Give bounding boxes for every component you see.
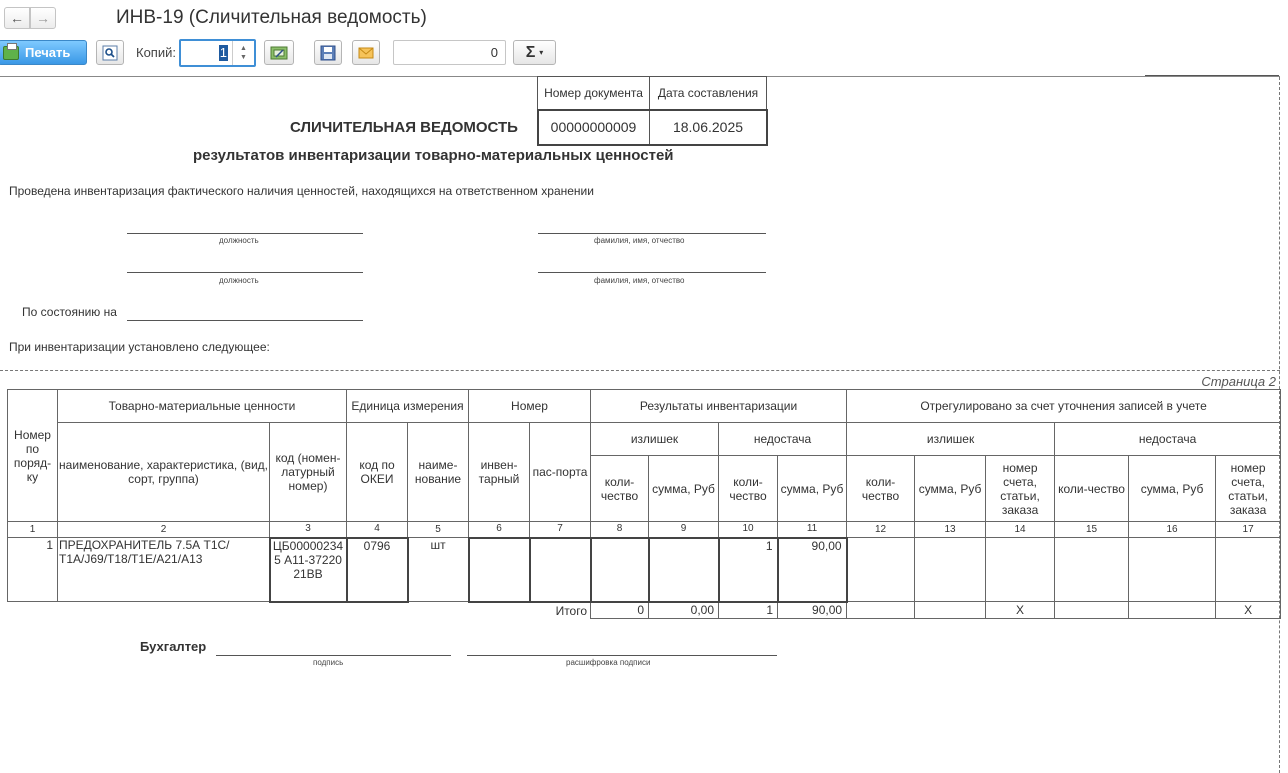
row-unit-cell: шт — [408, 538, 469, 602]
row-name-cell: ПРЕДОХРАНИТЕЛЬ 7.5А Т1С/Т1А/J69/Т18/Т1Е/А21/А13 — [58, 538, 270, 602]
col-num-2: 2 — [58, 522, 270, 538]
copies-value: 1 — [219, 45, 227, 60]
position-line-1 — [127, 233, 363, 234]
col-results-header: Результаты инвентаризации — [591, 390, 847, 423]
results-shortage-sum-header: сумма, Руб — [778, 456, 847, 522]
adjusted-surplus-qty-header: коли-чество — [847, 456, 915, 522]
row-no-cell: 1 — [8, 538, 58, 602]
col-code-header: код (номен-латурный номер) — [270, 423, 347, 522]
row-shortage-sum-cell: 90,00 — [778, 538, 847, 602]
name-line-1 — [538, 233, 766, 234]
window-title: ИНВ-19 (Сличительная ведомость) — [116, 7, 427, 28]
position-caption-1: должность — [219, 236, 259, 245]
as-of-label: По состоянию на — [22, 305, 117, 319]
row-surplus-sum-cell — [649, 538, 719, 602]
spin-up-icon[interactable]: ▲ — [240, 45, 247, 52]
col-row-no-header: Номер по поряд-ку — [8, 390, 58, 522]
row-adj-shortage-sum-cell — [1129, 538, 1216, 602]
accountant-label: Бухгалтер — [140, 639, 207, 654]
totals-label: Итого — [555, 603, 588, 618]
row-adj-surplus-account-cell — [986, 538, 1055, 602]
col-tmc-header: Товарно-материальные ценности — [58, 390, 347, 423]
row-adj-surplus-qty-cell — [847, 538, 915, 602]
header-row-2 — [8, 423, 1281, 456]
col-num-17: 17 — [1216, 522, 1281, 538]
col-num-9: 9 — [649, 522, 719, 538]
col-unit-name-header: наиме-нование — [408, 423, 469, 522]
printer-icon — [3, 46, 19, 60]
chevron-down-icon: ▾ — [539, 48, 544, 57]
signature-caption: подпись — [313, 658, 344, 667]
row-code-cell: ЦБ000002345 А11-3722021ВВ — [270, 538, 347, 602]
adjusted-shortage-sum-header: сумма, Руб — [1129, 456, 1216, 522]
column-number-row — [8, 522, 1281, 538]
totals-spacer-2 — [58, 602, 270, 619]
row-okei-cell: 0796 — [347, 538, 408, 602]
doc-number-value: 00000000009 — [538, 110, 650, 145]
preview-button[interactable] — [96, 40, 124, 65]
row-surplus-qty-cell — [591, 538, 649, 602]
position-caption-2: должность — [219, 276, 259, 285]
col-num-5: 5 — [408, 522, 469, 538]
adjusted-shortage-header: недостача — [1055, 423, 1281, 456]
col-num-7: 7 — [530, 522, 591, 538]
totals-shortage-qty: 1 — [719, 602, 778, 619]
col-okei-header: код по ОКЕИ — [347, 423, 408, 522]
back-button[interactable] — [4, 7, 30, 29]
row-inv-no-cell — [469, 538, 530, 602]
col-num-10: 10 — [719, 522, 778, 538]
totals-adj-surplus-qty — [847, 602, 915, 619]
col-num-4: 4 — [347, 522, 408, 538]
col-num-6: 6 — [469, 522, 530, 538]
totals-spacer-6 — [469, 602, 530, 619]
totals-spacer-3 — [270, 602, 347, 619]
send-email-button[interactable] — [352, 40, 380, 65]
sigma-icon: Σ — [525, 43, 536, 61]
col-num-15: 15 — [1055, 522, 1129, 538]
row-adj-surplus-sum-cell — [915, 538, 986, 602]
intro-text: Проведена инвентаризация фактического наличия ценностей, находящихся на ответственном хранении — [9, 184, 594, 198]
row-adj-shortage-account-cell — [1216, 538, 1281, 602]
col-adjusted-header: Отрегулировано за счет уточнения записей в учете — [847, 390, 1281, 423]
col-num-13: 13 — [915, 522, 986, 538]
print-settings-button[interactable] — [264, 40, 294, 65]
header-row-1 — [8, 390, 1281, 423]
doc-date-header: Дата составления — [650, 77, 767, 110]
col-name-header: наименование, характеристика, (вид, сорт, группа) — [58, 423, 270, 522]
col-inv-no-header: инвен-тарный — [469, 423, 530, 522]
position-line-2 — [127, 272, 363, 273]
document-number-table — [537, 76, 767, 145]
document-subtitle: результатов инвентаризации товарно-материальных ценностей — [193, 147, 674, 164]
col-number-header: Номер — [469, 390, 591, 423]
totals-adj-shortage-account: X — [1216, 602, 1281, 619]
adjusted-shortage-account-header: номер счета, статьи, заказа — [1216, 456, 1281, 522]
name-line-2 — [538, 272, 766, 273]
col-num-14: 14 — [986, 522, 1055, 538]
save-button[interactable] — [314, 40, 342, 65]
totals-spacer-5 — [408, 602, 469, 619]
adjusted-surplus-sum-header: сумма, Руб — [915, 456, 986, 522]
row-shortage-qty-cell: 1 — [719, 538, 778, 602]
arrow-left-icon: ← — [10, 10, 24, 26]
totals-shortage-sum: 90,00 — [778, 602, 847, 619]
copies-label: Копий: — [136, 45, 176, 60]
results-surplus-sum-header: сумма, Руб — [649, 456, 719, 522]
forward-button[interactable] — [30, 7, 56, 29]
table-row — [8, 538, 1281, 602]
print-label: Печать — [25, 45, 71, 60]
results-shortage-qty-header: коли-чество — [719, 456, 778, 522]
adjusted-surplus-account-header: номер счета, статьи, заказа — [986, 456, 1055, 522]
col-passport-header: пас-порта — [530, 423, 591, 522]
decoding-line — [467, 655, 777, 656]
adjusted-shortage-qty-header: коли-чество — [1055, 456, 1129, 522]
totals-row — [8, 602, 1281, 619]
copies-stepper[interactable] — [232, 41, 254, 65]
col-unit-header: Единица измерения — [347, 390, 469, 423]
col-num-8: 8 — [591, 522, 649, 538]
totals-adj-shortage-sum — [1129, 602, 1216, 619]
page-corner-line — [1145, 75, 1279, 76]
document-title: СЛИЧИТЕЛЬНАЯ ВЕДОМОСТЬ — [290, 119, 518, 136]
page-label: Страница 2 — [1201, 374, 1276, 389]
established-text: При инвентаризации установлено следующее: — [9, 340, 270, 354]
sum-button[interactable] — [513, 40, 556, 65]
row-passport-cell — [530, 538, 591, 602]
col-num-11: 11 — [778, 522, 847, 538]
name-caption-2: фамилия, имя, отчество — [594, 276, 685, 285]
copies-input[interactable] — [179, 39, 256, 67]
amount-field[interactable]: 0 — [393, 40, 506, 65]
envelope-icon — [358, 46, 374, 60]
arrow-right-icon: → — [36, 10, 50, 26]
row-adj-shortage-qty-cell — [1055, 538, 1129, 602]
results-shortage-header: недостача — [719, 423, 847, 456]
totals-adj-surplus-sum — [915, 602, 986, 619]
print-button[interactable] — [0, 40, 87, 65]
totals-adj-shortage-qty — [1055, 602, 1129, 619]
totals-spacer-1 — [8, 602, 58, 619]
signature-line — [216, 655, 451, 656]
col-num-3: 3 — [270, 522, 347, 538]
printer-settings-icon — [270, 45, 288, 61]
totals-surplus-qty: 0 — [591, 602, 649, 619]
totals-adj-surplus-account: X — [986, 602, 1055, 619]
adjusted-surplus-header: излишек — [847, 423, 1055, 456]
floppy-disk-icon — [320, 45, 336, 61]
doc-date-value: 18.06.2025 — [650, 110, 767, 145]
spin-down-icon[interactable]: ▼ — [240, 54, 247, 61]
results-surplus-qty-header: коли-чество — [591, 456, 649, 522]
col-num-12: 12 — [847, 522, 915, 538]
col-num-16: 16 — [1129, 522, 1216, 538]
inventory-table — [7, 389, 1281, 619]
decoding-caption: расшифровка подписи — [566, 658, 651, 667]
totals-spacer-4 — [347, 602, 408, 619]
doc-number-header: Номер документа — [538, 77, 650, 110]
totals-surplus-sum: 0,00 — [649, 602, 719, 619]
name-caption-1: фамилия, имя, отчество — [594, 236, 685, 245]
page-break-line — [0, 370, 1280, 371]
magnifier-icon — [102, 45, 118, 61]
results-surplus-header: излишек — [591, 423, 719, 456]
col-num-1: 1 — [8, 522, 58, 538]
as-of-line — [127, 320, 363, 321]
